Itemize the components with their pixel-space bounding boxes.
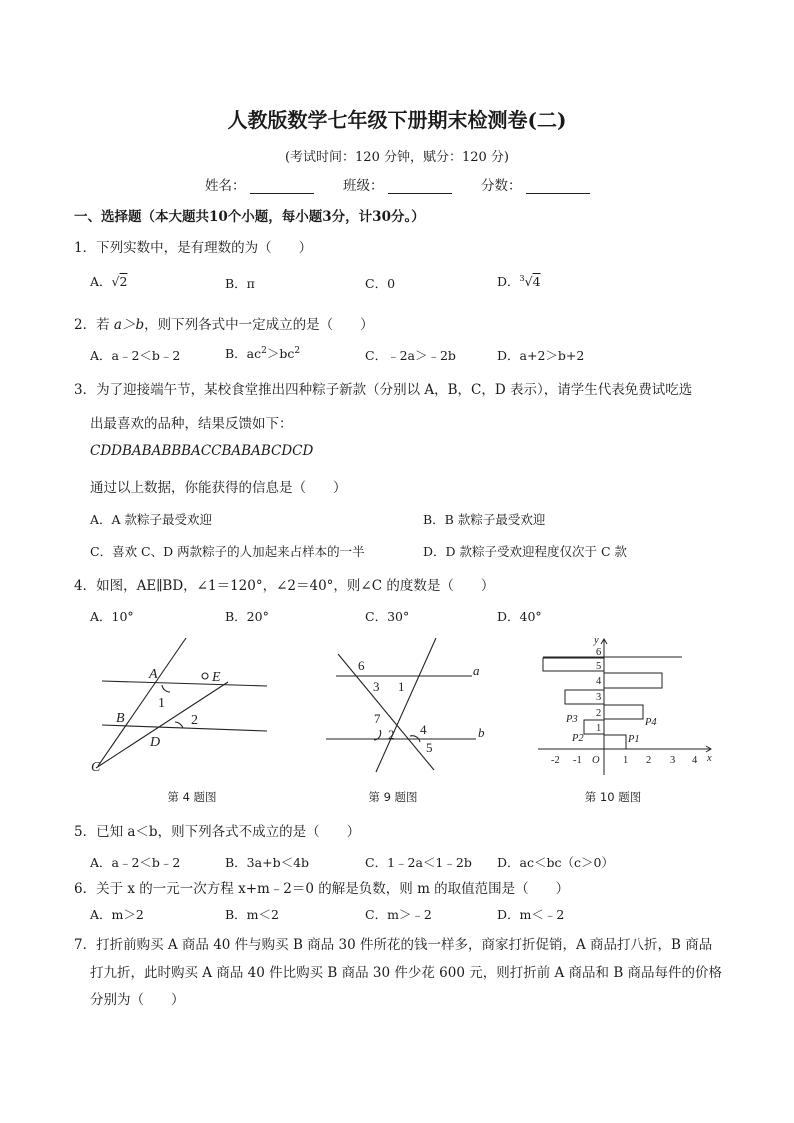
line-ae	[102, 681, 267, 686]
fig10-ytick-4: 4	[596, 676, 602, 687]
sqrt-symbol: √	[111, 274, 120, 289]
q5-option-c: C．1﹣2a＜1﹣2b	[365, 855, 472, 870]
fig10-xtick-4: 4	[692, 755, 698, 766]
fig4-label-1: 1	[158, 696, 165, 711]
q6-option-c: C．m＞﹣2	[365, 907, 432, 922]
q4-option-b: B．20°	[225, 609, 269, 624]
fig9-label-b: b	[478, 725, 485, 740]
question-3-line-1: 3．为了迎接端午节，某校食堂推出四种粽子新款（分别以 A，B，C，D 表示），请学生代表免费试吃选	[74, 382, 693, 398]
q1-d-label: D．	[497, 274, 520, 289]
q2-b-sup2: 2	[294, 345, 301, 356]
fig4-label-a: A	[149, 667, 158, 682]
question-1-stem: 1．下列实数中，是有理数的为（ ）	[74, 240, 313, 256]
fig10-point-p3: P3	[566, 714, 578, 725]
fig4-label-2: 2	[191, 713, 198, 728]
q1-option-b: B．π	[225, 276, 255, 291]
strip-5-left	[543, 658, 604, 671]
q2-stem-expr: a＞b	[113, 317, 145, 333]
q6-option-b: B．m＜2	[225, 907, 279, 922]
question-3-line-2: 出最喜欢的品种，结果反馈如下：	[90, 416, 293, 432]
q2-option-d: D．a+2＞b+2	[497, 348, 585, 363]
figure-9	[326, 638, 476, 772]
strip-0-right	[604, 735, 626, 749]
question-6-stem: 6．关于 x 的一元一次方程 x+m﹣2＝0 的解是负数，则 m 的取值范围是（ ）	[74, 881, 570, 897]
q5-option-b: B．3a+b＜4b	[225, 855, 310, 870]
sqrt-symbol: √	[524, 274, 533, 289]
fig9-label-3: 3	[373, 679, 380, 694]
q6-option-a: A．m＞2	[90, 907, 144, 922]
fig10-caption: 第 10 题图	[584, 790, 642, 804]
fig10-xtick-1: 1	[623, 755, 629, 766]
strip-2-right	[604, 705, 643, 719]
fig10-ytick-2: 2	[596, 708, 602, 719]
question-5-stem: 5．已知 a＜b，则下列各式不成立的是（ ）	[74, 824, 361, 840]
question-7-line-1: 7．打折前购买 A 商品 40 件与购买 B 商品 30 件所花的钱一样多，商家打折促销，A 商品打八折，B 商品	[74, 937, 713, 953]
fig9-label-1: 1	[398, 679, 405, 694]
q1-option-c: C．0	[365, 276, 396, 291]
q1-a-radicand: 2	[119, 274, 128, 289]
fig10-ytick-5: 5	[596, 661, 602, 672]
class-label: 班级：	[343, 178, 384, 194]
fig4-label-c: C	[91, 760, 101, 775]
q2-b-sup1: 2	[261, 345, 267, 356]
fig4-caption: 第 4 题图	[167, 790, 217, 804]
fig4-label-d: D	[150, 735, 161, 750]
fig10-origin: O	[592, 755, 600, 766]
fig10-point-p4: P4	[645, 717, 657, 728]
strip-4-right	[604, 673, 662, 688]
fig10-point-p2: P2	[572, 733, 584, 744]
q3-option-d: D．D 款粽子受欢迎程度仅次于 C 款	[423, 544, 628, 559]
point-e-marker	[202, 673, 208, 679]
fig10-xtick-m1: -1	[573, 755, 582, 766]
figure-4	[96, 638, 267, 768]
q4-option-a: A．10°	[90, 609, 134, 624]
fig4-label-b: B	[116, 711, 125, 726]
q2-b-pre: B．ac	[225, 346, 262, 361]
q1-d-index: 3	[519, 273, 525, 283]
q1-d-radicand: 4	[532, 274, 541, 289]
fig10-xtick-3: 3	[670, 755, 676, 766]
question-3-line-3: 通过以上数据，你能获得的信息是（ ）	[90, 480, 347, 496]
fig9-caption: 第 9 题图	[368, 790, 418, 804]
fig10-xtick-2: 2	[646, 755, 652, 766]
question-7-line-3: 分别为（ ）	[90, 992, 185, 1008]
fig9-label-a: a	[473, 663, 480, 678]
fig10-xtick-m2: -2	[551, 755, 560, 766]
q2-stem-post: ，则下列各式中一定成立的是（ ）	[144, 317, 374, 333]
q2-option-a: A．a﹣2＜b﹣2	[90, 348, 181, 363]
score-label: 分数：	[481, 178, 522, 194]
fig9-label-6: 6	[358, 658, 365, 673]
fig10-ytick-6: 6	[596, 647, 602, 658]
q3-option-a: A．A 款粽子最受欢迎	[90, 512, 213, 527]
question-7-line-2: 打九折，此时购买 A 商品 40 件比购买 B 商品 30 件少花 600 元，则打折前 A 商品和 B 商品每件的价格	[90, 965, 723, 981]
transversal-2	[338, 654, 434, 770]
page-title: 人教版数学七年级下册期末检测卷(二)	[227, 108, 567, 132]
q6-option-d: D．m＜﹣2	[497, 907, 565, 922]
exam-subtitle: (考试时间：120 分钟，赋分：120 分)	[284, 150, 510, 165]
fig10-axis-y: y	[594, 635, 599, 646]
name-label: 姓名：	[205, 178, 246, 194]
q5-option-d: D．ac＜bc（c＞0）	[497, 855, 614, 870]
angle-1-arc	[162, 685, 170, 692]
q3-sequence: CDDBABABBBACCBABABCDCD	[90, 443, 314, 459]
fig9-label-4: 4	[420, 722, 427, 737]
q2-b-mid: ＞bc	[266, 346, 295, 361]
q4-option-d: D．40°	[497, 609, 542, 624]
fig10-point-p1: P1	[628, 734, 640, 745]
angle-2-arc	[175, 722, 183, 728]
q2-stem-pre: 2．若	[74, 317, 114, 333]
q4-option-c: C．30°	[365, 609, 410, 624]
q3-option-b: B．B 款粽子最受欢迎	[423, 512, 546, 527]
fig9-label-7: 7	[374, 711, 381, 726]
q5-option-a: A．a﹣2＜b﹣2	[90, 855, 181, 870]
fig10-axis-x: x	[707, 753, 712, 764]
fig10-ytick-3: 3	[596, 692, 602, 703]
fig9-label-2: 2	[388, 727, 395, 742]
q3-option-c: C．喜欢 C、D 两款粽子的人加起来占样本的一半	[90, 544, 365, 559]
fig9-label-5: 5	[426, 740, 433, 755]
q2-option-c: C．﹣2a＞﹣2b	[365, 348, 456, 363]
section-heading: 一、选择题（本大题共10个小题，每小题3分，计30分。）	[74, 209, 425, 225]
fig10-ytick-1: 1	[596, 723, 602, 734]
line-ac	[98, 638, 186, 766]
fig4-label-e: E	[212, 670, 221, 685]
question-4-stem: 4．如图，AE∥BD，∠1＝120°，∠2＝40°，则∠C 的度数是（ ）	[74, 578, 495, 594]
q1-a-label: A．	[90, 274, 112, 289]
line-bd	[102, 725, 267, 731]
